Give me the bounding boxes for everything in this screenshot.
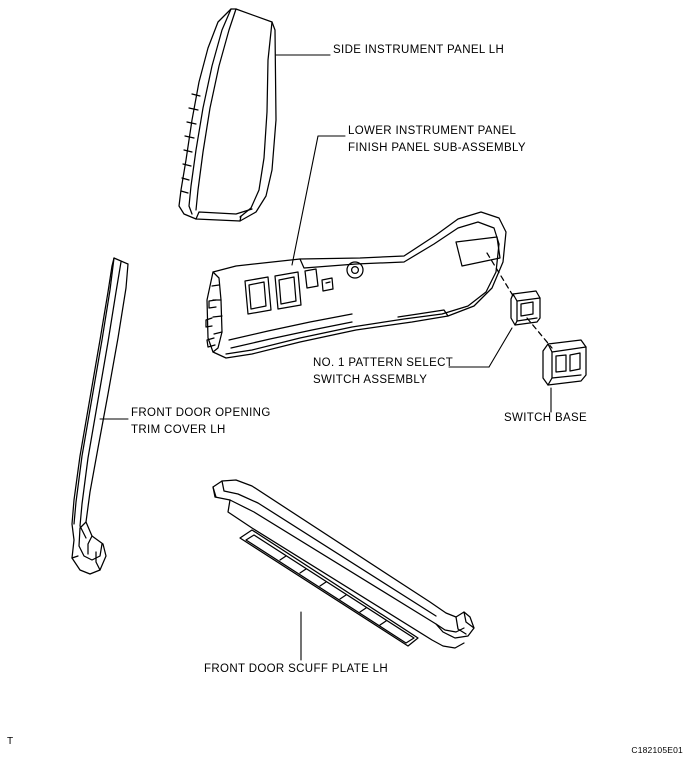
label-front-door-scuff-plate-lh: FRONT DOOR SCUFF PLATE LH [204, 663, 389, 675]
label-pattern-select-switch-line2: SWITCH ASSEMBLY [313, 374, 428, 386]
label-pattern-select-switch-line1: NO. 1 PATTERN SELECT [313, 357, 454, 369]
label-front-door-opening-trim-line2: TRIM COVER LH [131, 424, 226, 436]
label-side-instrument-panel-lh: SIDE INSTRUMENT PANEL LH [333, 44, 505, 56]
label-front-door-opening-trim-line1: FRONT DOOR OPENING [131, 407, 271, 419]
label-switch-base: SWITCH BASE [504, 412, 588, 424]
part-front-door-opening-trim-cover-lh [72, 258, 128, 574]
part-no1-pattern-select-switch-assembly [511, 291, 540, 325]
part-front-door-scuff-plate-lh [213, 480, 474, 648]
figure-code: C182105E01 [631, 745, 683, 755]
part-lower-instrument-panel-finish-panel [206, 212, 506, 358]
label-lower-instrument-panel-line1: LOWER INSTRUMENT PANEL [348, 125, 517, 137]
part-switch-base [543, 340, 586, 385]
label-lower-instrument-panel-line2: FINISH PANEL SUB-ASSEMBLY [348, 142, 526, 154]
corner-mark: T [7, 736, 14, 747]
part-side-instrument-panel-lh [179, 9, 276, 221]
